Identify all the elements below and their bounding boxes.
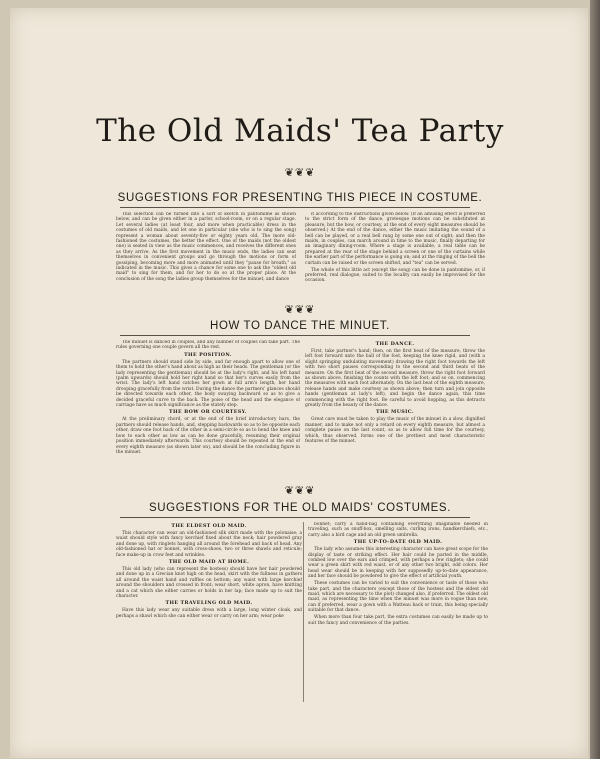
section2-right-column (305, 340, 485, 480)
section3-left-column (116, 522, 302, 702)
paragraph: bonnet; carry a hand-bag containing everything imaginable needed in traveling, such as snuff-box, smelling salts, curling irons, handkerchiefs, etc., carry also a bird cage and an old green umbrella. (308, 522, 488, 538)
heading-rule (120, 517, 470, 518)
heading-rule (120, 335, 470, 336)
section3-heading: SUGGESTIONS FOR THE OLD MAIDS' COSTUMES. (148, 502, 451, 514)
subheading: THE MUSIC. (375, 409, 415, 416)
section2-heading: HOW TO DANCE THE MINUET. (210, 320, 390, 332)
page-title: The Old Maids' Tea Party (96, 113, 504, 149)
subheading: THE TRAVELING OLD MAID. (165, 600, 253, 607)
subheading: THE POSITION. (184, 351, 232, 358)
paragraph: Have this lady wear any suitable dress with a large, long winter cloak, and perhaps a shawl which she can either wear or carry on her arm; wear poke (116, 608, 302, 619)
paragraph: The partners should stand side by side, and far enough apart to allow one of them to hold the other's hand about as high as their heads. The gentleman (or the lady representing the gentleman) should be at the lady's right, and his left hand (palm upwards) should hold her right hand so that her's curves easily from the wrist. The lady's left hand catches her gown at full arm's length, her hand drooping gracefully from the wrist. During the dance the partners' glances should be directed towards each other, the body swaying backward so as to give a decided graceful curve to the back. The poise of the head and the elegance of carriage have as much significance as the stately step. (116, 359, 300, 409)
ornament-1: ❦❦❦ (284, 166, 316, 179)
subheading: THE OLD MAID AT HOME. (168, 559, 250, 566)
paragraph: The minuet is danced in couples, and any number of couples can take part. The rules governing one couple govern all the rest. (116, 340, 300, 351)
paragraph: First, take partner's hand; then, on the first beat of the measure, throw the left foot forward unto the ball of the foot, keeping the knee rigid, and (with a slight springing undulating movement) drawing the right foot towards the left with two short pauses corresponding to the second and third beats of the measure. On the first beat of the second measure, throw the right foot forward as shown above, finishing the counts with the left foot; and so on, commencing the measures with each foot alternately. On the last beat of the eighth measure, release hands and make courtesy as shown above; then turn and join opposite hands (gentleman at lady's left), and begin the dance again, this time commencing with the right foot. Be careful to avoid hopping, as this detracts greatly from the beauty of the dance. (305, 349, 485, 409)
paragraph: When more than four take part, the extra costumes can easily be made up to suit the fancy and convenience of the parties. (308, 615, 488, 626)
paragraph: it according to the instructions given below. (If an amusing effect is preferred to the strict form of the dance, grotesque motions can be substituted at pleasure, but the bow, or courtesy, at the end of every eight measures should be observed.) At the end of the dance, either the music imitating the sound of a bell can be played, or a real bell rung by some one out of sight; and then the maids, in couples, can march around in time to the music, finally departing for an imaginary dining-room. Where a stage is available, a real table can be prepared at the rear of the stage behind a screen or one of the curtains while the earlier part of the performance is going on; and at the ringing of the bell the curtain can be raised or the screen shifted, and "tea" can be served. (305, 212, 485, 266)
heading-rule (120, 207, 470, 208)
paragraph: This character can wear an old-fashioned silk skirt made with the polonaise; a waist should style with fancy kerchief fixed about the neck; hair powdered gray and done up, with ringlets hanging all around the forehead and back of head. Any old-fashioned hat or bonnet, with cross-shoes, two or three shawls and reticule; face make-up in crow feet and wrinkles. (116, 531, 302, 558)
subheading: THE DANCE. (375, 341, 415, 347)
paragraph: These costumes can be varied to suit the convenience or taste of those who take part, and the characters (except those of the hostess and the eldest old maid, which are necessary to the plot) changed also, if preferred. The eldest old maid, as representing the time when the minuet was more in vogue than now, can if preferred, wear a gown with a Watteau back or train, this being specially suitable for that dance. (308, 581, 488, 614)
paragraph: This old lady (who can represent the hostess) should have her hair powdered and done up in a Grecian knot high on the head, skirt with the fullness in gathers all around the waist band and ruffles on bottom; any waist with large kerchief around the shoulders and crossed in front; wear short, white apron, have knitting and a cat which she either carries or holds in her lap; face made up to suit the character. (116, 567, 302, 600)
ornament-3: ❦❦❦ (284, 484, 316, 497)
ornament-2: ❦❦❦ (284, 303, 316, 316)
subheading: THE ELDEST OLD MAID. (171, 523, 247, 529)
paragraph: Great care must be taken to play the music of the minuet in a slow, dignified manner, and to make not only a retard on every eighth measure, but almost a complete pause on the last count, so as to allow full time for the courtesy, which, thus observed, forms one of the prettiest and most characteristic features of the minuet. (305, 417, 485, 445)
section1-left-column (116, 212, 296, 300)
column-divider (303, 522, 304, 702)
subheading: THE UP-TO-DATE OLD MAID. (353, 539, 443, 546)
paragraph: The lady who assumes this interesting character can have great scope for the display of taste or striking effect. Her hair could be parted in the middle, combed low over the ears and crimped, with perhaps a few ringlets; she could wear a green skirt with red waist, or of any other two bright, odd colors. Her head wear should be in keeping with her supposedly up-to-date appearance, and her face should be powdered to give the effect of artificial youth. (308, 547, 488, 580)
paragraph: The whole of this little act (except the song) can be done in pantomime, or, if preferred, real dialogue, suited to the locality can easily be improvised for the occasion. (305, 267, 485, 284)
subheading: THE BOW OR COURTESY. (169, 409, 247, 416)
section3-right-column (308, 522, 488, 702)
section1-heading: SUGGESTIONS FOR PRESENTING THIS PIECE IN COSTUME. (117, 192, 483, 204)
paragraph: This selection can be turned into a sort of sketch in pantomime as shown below, and can be given either in a parlor, school-room, or on a regular stage. Let several ladies (at least four, and more when practicable) dress in the costumes of old maids, and let one in particular (she who is to sing the song) represent a woman about seventy-five or eighty years old. The more old-fashioned the costumes, the better the effect. One of the maids (not the oldest one) is seated in view as the music commences, and receives the different ones as they arrive. As the first movement in the music ends, the ladies can seat themselves in convenient groups and go through the motions or form of gossiping, becoming more and more animated until they "pause for breath," as indicated in the music. This gives a chance for some one to ask the "oldest old maid" to sing for them, and for her to do so at the proper place. At the conclusion of the song the ladies group themselves for the minuet, and dance (116, 212, 296, 282)
section1-right-column (305, 212, 485, 300)
paragraph: At the preliminary chord, or at the end of the brief introductory bars, the partners should release hands, and, stepping backwards so as to be opposite each other, draw one foot back of the other in a semi-circle so as to bend the knee and bow to each other as low as can be done gracefully, resuming their original position immediately afterwards. This courtesy should be repeated at the end of every eighth measure (as shown later on), and should be the concluding figure in the minuet. (116, 417, 300, 455)
section2-left-column (116, 340, 300, 480)
